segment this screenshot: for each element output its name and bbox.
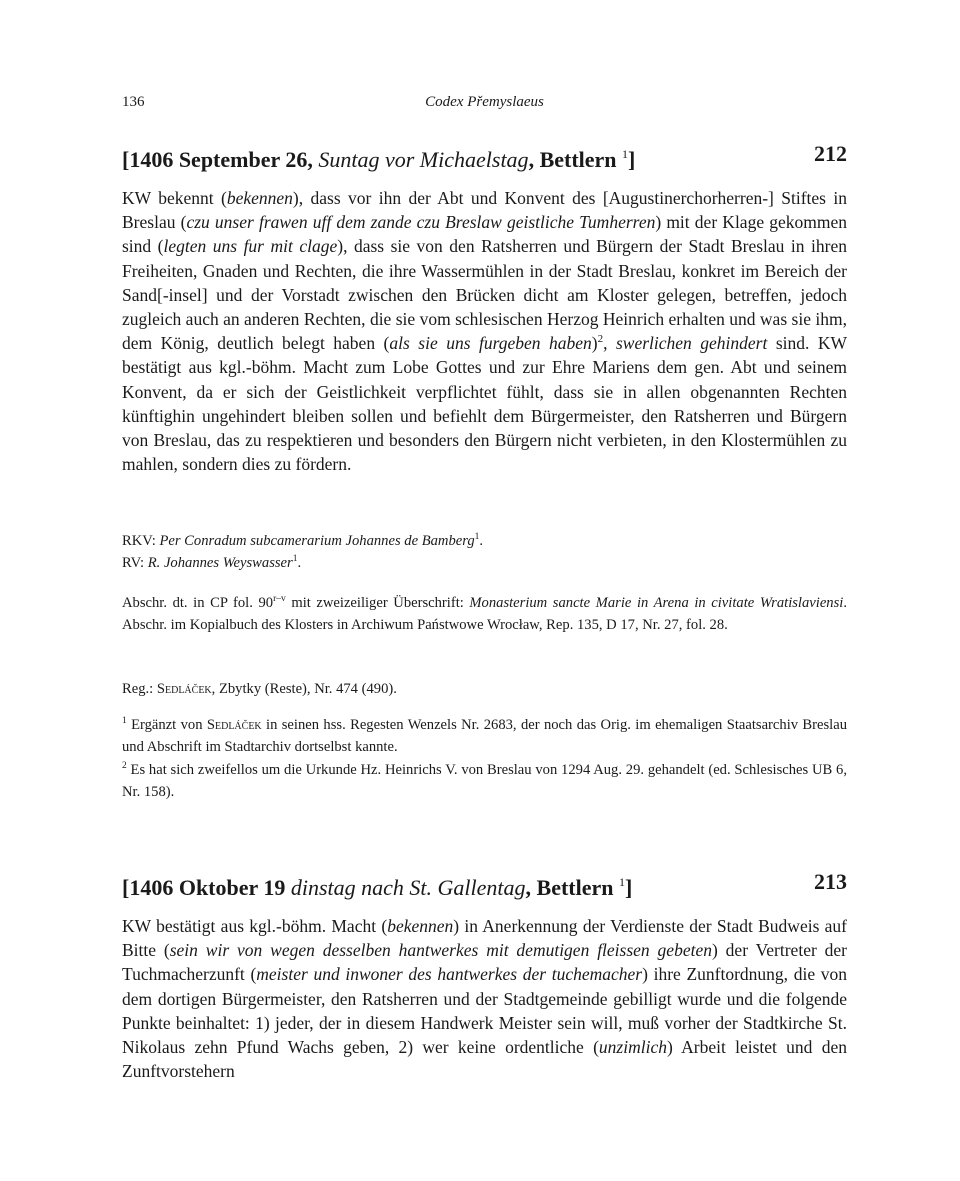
text: in seinen hss. Regesten Wenzels Nr. 2683, der noch das Orig. im ehemaligen Staatsarchiv Breslau und Abschrift im Stadtarchiv dortselbst kannte. bbox=[122, 717, 847, 756]
rv-label: RV: bbox=[122, 555, 148, 572]
rkv-label: RKV: bbox=[122, 533, 160, 549]
quote: als sie uns furgeben haben bbox=[389, 333, 592, 354]
text: Es hat sich zweifellos um die Urkunde Hz. Heinrichs V. von Breslau von 1294 Aug. 29. gehandelt (ed. Schlesisches UB 6, Nr. 158). bbox=[122, 761, 847, 801]
footnote-ref: 2 bbox=[597, 333, 604, 346]
quote: meister und inwoner des hantwerkes der tuchemacher bbox=[256, 964, 643, 985]
heading-feast: dinstag nach St. Gallentag bbox=[290, 875, 526, 900]
text: ), dass sie von den Ratsherren und Bürgern der Stadt Breslau in ihren Freiheiten, Gnaden und Rechten, die ihre Wassermühlen in der Stadt Breslau, konkret im Bereich der Sand[-insel] und der Vorstadt zwischen den Brücken dicht am Kloster gelegen, betreffen, jedoch zugleich auch an anderen Rechten, die sie vom schlesischen Herzog Heinrich erhalten und was sie ihm, dem König, deutlich belegt haben ( bbox=[122, 236, 847, 354]
copies-note bbox=[122, 592, 847, 637]
text: , Zbytky (Reste), Nr. 474 (490). bbox=[211, 681, 397, 697]
text: , bbox=[603, 333, 616, 354]
footnote-ref: 1 bbox=[474, 532, 480, 542]
quote: legten uns fur mit clage bbox=[163, 236, 338, 257]
rkv-line bbox=[122, 530, 847, 552]
text: sind. KW bestätigt aus kgl.-böhm. Macht zum Lobe Gottes und zur Ehre Mariens dem gen. Abt und seinem Konvent, da er sich der Geistlichkeit verpflichtet fühlt, dass sie in allen obgenannten Rechten künftighin ungehindert bleiben sollen und befiehlt dem Bürgermeister, den Ratsherren und Bürgern von Breslau, das zu respektieren und besonders den Bürgern nicht verbieten, in den Klostermühlen zu mahlen, sondern dies zu fördern. bbox=[122, 333, 848, 475]
footnote-ref: 1 bbox=[619, 875, 625, 889]
punct: . bbox=[297, 555, 302, 572]
quote: Monasterium sancte Marie in Arena in civitate Wratislaviensi bbox=[469, 595, 844, 611]
regest-text-213 bbox=[122, 914, 847, 1083]
footnote-mark: 1 bbox=[122, 716, 127, 726]
author: Sedláček bbox=[206, 717, 262, 733]
heading-place: , Bettlern bbox=[528, 147, 623, 172]
quote: swerlichen gehindert bbox=[615, 333, 768, 354]
footnotes bbox=[122, 714, 847, 804]
regest-reference bbox=[122, 678, 847, 700]
heading-close: ] bbox=[628, 147, 636, 172]
rkv-text: Per Conradum subcamerarium Johannes de Bamberg bbox=[159, 533, 475, 549]
footnote-2 bbox=[122, 759, 847, 804]
heading-place: , Bettlern bbox=[525, 875, 619, 900]
rv-line bbox=[122, 552, 847, 574]
footnote-1 bbox=[122, 714, 847, 759]
text: mit zweizeiliger Überschrift: bbox=[285, 595, 470, 611]
heading-feast: Suntag vor Michaelstag bbox=[318, 147, 529, 172]
text: Reg.: bbox=[122, 681, 157, 697]
text: ) Arbeit leistet und den Zunftvorstehern bbox=[122, 1037, 847, 1082]
entry-heading-212 bbox=[122, 140, 847, 174]
heading-date: [1406 Oktober 19 bbox=[122, 875, 291, 900]
entry-heading-213 bbox=[122, 868, 847, 902]
text: . Abschr. im Kopialbuch des Klosters in Archiwum Państwowe Wrocław, Rep. 135, D 17, Nr. 27, fol. 28. bbox=[122, 595, 847, 634]
text: KW bestätigt aus kgl.-böhm. Macht ( bbox=[122, 916, 388, 936]
quote: unzimlich bbox=[598, 1037, 667, 1058]
text: ) in Anerkennung der Verdienste der Stadt Budweis auf Bitte ( bbox=[122, 916, 848, 961]
regest-text-212: KW bekennt (bekennen), dass vor ihn der Abt und Konvent des [Augustinerchorherren-] Stiftes in Breslau (czu unser frawen uff dem zande czu Breslaw geistliche Tumherren) mit der Klage gekommen sind (legten uns fur mit clage), dass sie von den Ratsherren und Bürgern der Stadt Breslau in ihren Freiheiten, Gnaden und Rechten, die ihre Wassermühlen in der Stadt Breslau, konkret im Bereich der Sand[-insel] und der Vorstadt zwischen den Brücken dicht am Kloster gelegen, betreffen, jedoch zugleich auch an anderen Rechten, die sie vom schlesischen Herzog Heinrich erhalten und was sie ihm, dem König, deutlich belegt haben (als sie uns furgeben haben)$^2$, swerlichen gehindert sind. KW bestätigt aus kgl.-böhm. Macht zum Lobe Gottes und zur Ehre Mariens dem gen. Abt und seinem Konvent, da er sich der Geistlichkeit verpflichtet fühlt, dass sie in allen obgenannten Rechten künftighin ungehindert bleiben sollen und befiehlt dem Bürgermeister, den Ratsherren und Bürgern von Breslau, das zu respektieren und besonders den Bürgern nicht verbieten, in den Klostermühlen zu mahlen, sondern dies zu fördern. bbox=[122, 188, 848, 475]
text: ) der Vertreter der Tuchmacherzunft ( bbox=[122, 940, 848, 985]
text: KW bekennt ( bbox=[122, 188, 227, 208]
folio-sup: r–v bbox=[273, 594, 286, 604]
punct: . bbox=[479, 533, 484, 549]
author: Sedláček bbox=[156, 681, 212, 697]
quote: bekennen bbox=[226, 188, 293, 208]
entry-number: 212 bbox=[814, 141, 847, 166]
chancery-notes bbox=[122, 530, 847, 575]
quote: bekennen bbox=[387, 916, 454, 936]
text: Abschr. dt. in CP fol. 90 bbox=[122, 595, 274, 611]
quote: czu unser frawen uff dem zande czu Breslaw geistliche Tumherren bbox=[186, 212, 656, 233]
footnote-ref: 1 bbox=[622, 147, 629, 161]
rv-text: R. Johannes Weyswasser bbox=[147, 555, 293, 572]
running-title: Codex Přemyslaeus bbox=[425, 94, 544, 110]
text: ), dass vor ihn der Abt und Konvent des [Augustinerchorherren-] Stiftes in Breslau ( bbox=[122, 188, 847, 233]
running-head bbox=[122, 94, 847, 116]
text: Ergänzt von bbox=[126, 717, 207, 733]
text: ) ihre Zunftordnung, die von dem dortigen Bürgermeister, den Ratsherren und der Stadtgemeinde gebilligt wurde und die folgende Punkte beinhaltet: 1) jeder, der in diesem Handwerk Meister sein will, muß vorher der Stadtkirche St. Nikolaus zehn Pfund Wachs geben, 2) wer keine ordentliche ( bbox=[122, 964, 847, 1058]
heading-close: ] bbox=[625, 875, 633, 900]
page-number: 136 bbox=[122, 94, 145, 110]
quote: sein wir von wegen desselben hantwerkes mit demutigen fleissen gebeten bbox=[169, 940, 712, 961]
text: ) mit der Klage gekommen sind ( bbox=[122, 212, 847, 257]
footnote-ref: 1 bbox=[292, 554, 298, 565]
heading-date: [1406 September 26, bbox=[122, 147, 319, 172]
entry-number: 213 bbox=[814, 869, 847, 894]
footnote-mark: 2 bbox=[122, 760, 127, 771]
